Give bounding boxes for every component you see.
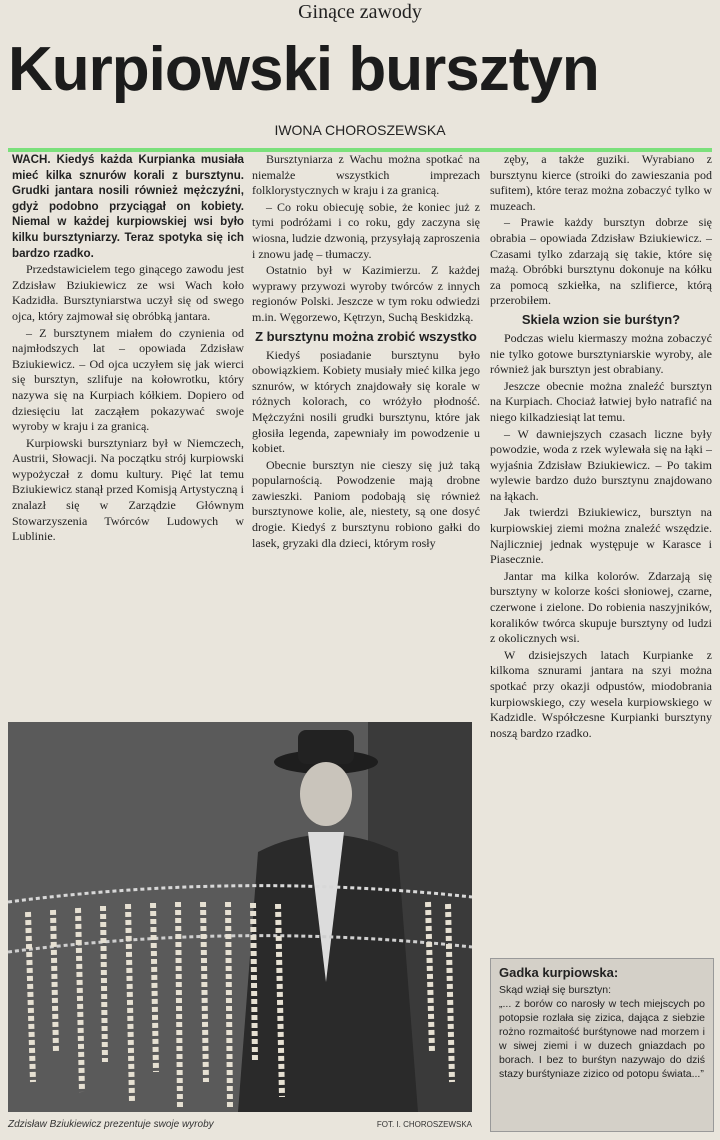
- column-1: [12, 152, 244, 712]
- section-kicker: Ginące zawody: [298, 1, 422, 23]
- lead-paragraph: WACH. Kiedyś każda Kurpianka musiała mieć kilka sznurów korali z bursztynu. Grudki jantara nosili również mężczyźni, gdyż podobno przyciągał on kobiety. Niemal w każdej kurpiowskiej wsi było kilku bursztyniarzy. Teraz spotyka się ich bardzo rzadko.: [12, 153, 244, 260]
- paragraph: Kiedyś posiadanie bursztynu było obowiązkiem. Kobiety musiały mieć kilka jego sznurów, w których znajdowały się korale w różnych kolorach, co wróżyło płodność. Mężczyźni nosili grudki bursztynu, które jak głosiła legenda, zapewniały im powodzenie u kobiet.: [252, 347, 480, 456]
- subheading: Skiela wzion sie burśtyn?: [521, 311, 681, 327]
- paragraph: Kurpiowski bursztyniarz był w Niemczech, Austrii, Słowacji. Na początku strój kurpiowski wypożyczał z domu kultury. Pięć lat temu Bziukiewicz stanął przed Komisją Artystyczną i znalazł się w Zarządzie Głównym Stowarzyszenia Twórców Ludowych w Lublinie.: [12, 435, 244, 544]
- photo-credit: FOT. I. CHOROSZEWSKA: [376, 1120, 472, 1129]
- column-3: [490, 152, 712, 952]
- byline: IWONA CHOROSZEWSKA: [274, 122, 446, 138]
- paragraph: Jeszcze obecnie można znaleźć bursztyn na Kurpiach. Chociaż łatwiej było natrafić na niego kilkadziesiąt lat temu.: [490, 378, 712, 424]
- sidebar-intro: Skąd wziął się bursztyn:: [499, 984, 612, 996]
- article-headline: Kurpiowski bursztyn: [8, 35, 599, 104]
- paragraph: – Z bursztynem miałem do czynienia od najmłodszych lat – opowiada Zdzisław Bziukiewicz. – Od ojca uczyłem się jak wierci się bursztyn, szlifuje na kołowrotku, który nazywa się na Kurpiach kółkiem. Dopiero od dziesięciu lat zacząłem pokazywać swoje wyroby w kraju i za granicą.: [12, 325, 244, 434]
- paragraph: Jantar ma kilka kolorów. Zdarzają się bursztyny w kolorze kości słoniowej, czarne, czerwone i zielone. Do robienia naszyjników, koralików twórca skupuje bursztyny od ludzi z okolicznych wsi.: [490, 568, 712, 646]
- sidebar-title: Gadka kurpiowska:: [499, 965, 619, 980]
- photo-illustration: [8, 722, 472, 1112]
- paragraph: zęby, a także guziki. Wyrabiano z bursztynu kierce (stroiki do zawieszania pod sufitem), które teraz można zobaczyć tylko w muzeach.: [490, 152, 712, 213]
- photo-caption: [8, 1116, 472, 1134]
- paragraph: – Co roku obiecuję sobie, że koniec już z tymi podróżami i co roku, gdy zaczyna się wiosna, ludzie dzwonią, przysyłają zaproszenia i znowu jadę – tłumaczy.: [252, 199, 480, 261]
- paragraph: Jak twierdzi Bziukiewicz, bursztyn na kurpiowskiej ziemi można znaleźć wszędzie. Najliczniej jednak występuje w Karasce i Piasecznie.: [490, 505, 712, 567]
- sidebar-text: „... z borów co narosły w tech miejscych po potopsie rozlała się zizica, dająca z siebzie rożno rozmaitość burśtynowe nad morzem i w siwej ziemi i w duzech gniazdach po borach. I bez to burśtyn nazywajo do dziś stazy burśtyniaze zizico od potopu świata...”: [499, 998, 705, 1080]
- paragraph: Przedstawicielem tego ginącego zawodu jest Zdzisław Bziukiewicz ze wsi Wach koło Kadzidła. Bursztyniarstwa uczył się od swego ojca, który zajmował się obróbką jantara.: [12, 262, 244, 323]
- sidebar-box: [490, 958, 714, 1132]
- paragraph: – Prawie każdy bursztyn dobrze się obrabia – opowiada Zdzisław Bziukiewicz. – Czasami tylko zdarzają się takie, które się mażą. Obróbki bursztynu dokonuje na kółku za pomocą szkiełka, na szlifierce, którą przerobiłem.: [490, 215, 712, 308]
- subheading: Z bursztynu można zrobić wszystko: [255, 328, 477, 344]
- paragraph: Bursztyniarza z Wachu można spotkać na niemalże wszystkich imprezach folklorystycznych w kraju i za granicą.: [252, 152, 480, 198]
- caption-text: Zdzisław Bziukiewicz prezentuje swoje wyroby: [8, 1119, 214, 1130]
- paragraph: Podczas wielu kiermaszy można zobaczyć nie tylko gotowe bursztyniarskie wyroby, ale również jak bursztyn jest obrabiany.: [490, 330, 712, 377]
- paragraph: – W dawniejszych czasach liczne były powodzie, woda z rzek wylewała się na łąki – wyjaśnia Zdzisław Bziukiewicz. – Po takim wylewie bardzo dużo bursztynu znajdowano na łąkach.: [490, 426, 712, 503]
- paragraph: W dzisiejszych latach Kurpianke z kilkoma sznurami jantara na szyi można spotkać przy okazji odpustów, miodobrania kurpiowskiego, czy wesela kurpiowskiego w Kadzidle. Współczesne Kurpianki bursztyny noszą bardzo rzadko.: [490, 647, 712, 740]
- column-2: [252, 152, 480, 712]
- paragraph: Obecnie bursztyn nie cieszy się już taką popularnością. Powodzenie mają drobne zawieszki. Paniom podobają się również bursztynowe kolie, ale, niestety, są one dosyć drogie. Kiedyś z bursztynu robiono gałki do lasek, gryzaki dla dzieci, którym rosły: [252, 457, 480, 550]
- article-photo: [8, 722, 472, 1112]
- paragraph: Ostatnio był w Kazimierzu. Z każdej wyprawy przywozi wyroby twórców z innych regionów Polski. Jeszcze w tym roku odwiedzi m.in. Węgorzewo, Kętrzyn, Suchą Beskidzką.: [252, 263, 480, 324]
